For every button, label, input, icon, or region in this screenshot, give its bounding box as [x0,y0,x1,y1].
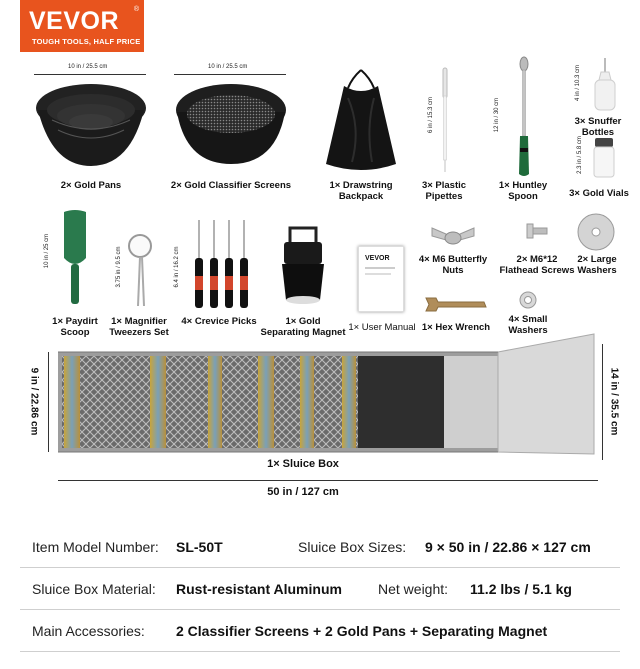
accessories-value: 2 Classifier Screens + 2 Gold Pans + Separating Magnet [176,623,548,639]
sluice-length-dim: 50 in / 127 cm [267,486,339,498]
spec-separator [20,651,620,652]
brand-tagline: TOUGH TOOLS, HALF PRICE [32,37,141,46]
vials-label: 3× Gold Vials [569,188,629,199]
sluice-height-dim: 14 in / 35.5 cm [608,367,620,436]
snuffer-label: 3× Snuffer Bottles [574,116,622,138]
crevice-picks-icon [190,218,252,310]
separating-magnet-icon [276,224,330,308]
spec-row-1 [0,528,640,568]
spoon-label: 1× Huntley Spoon [498,180,548,202]
scoop-label: 1× Paydirt Scoop [52,316,98,338]
accessories-key: Main Accessories: [32,623,145,639]
model-key: Item Model Number: [32,539,159,555]
backpack-label: 1× Drawstring Backpack [329,180,393,202]
magnet-label: 1× Gold Separating Magnet [260,316,346,338]
sluice-label: 1× Sluice Box [267,458,339,470]
small-washer-icon [518,290,538,310]
sizes-value: 9 × 50 in / 22.86 × 127 cm [425,539,591,555]
picks-dim: 6.4 in / 16.2 cm [174,246,180,288]
weight-value: 11.2 lbs / 5.1 kg [470,581,572,597]
snuffer-bottle-icon [592,58,618,112]
user-manual-icon [358,246,404,312]
butterfly-nut-icon [430,222,476,246]
brand-name: VEVOR [29,7,120,35]
model-value: SL-50T [176,539,223,555]
butterfly-label: 4× M6 Butterfly Nuts [418,254,488,276]
scoop-dim: 10 in / 25 cm [44,233,50,269]
pipette-icon [438,66,452,174]
spec-row-2 [0,570,640,610]
manual-label: 1× User Manual [348,322,416,333]
flathead-label: 2× M6*12 Flathead Screws [499,254,575,276]
gold-vial-icon [590,138,618,178]
spec-separator [20,567,620,568]
registered-mark: ® [133,6,139,13]
classifier-label: 2× Gold Classifier Screens [170,180,292,191]
hex-wrench-icon [424,294,488,314]
gold-pan-icon [34,80,148,168]
backpack-icon [322,68,400,174]
snuffer-dim: 4 in / 10.3 cm [575,64,581,102]
tweezers-label: 1× Magnifier Tweezers Set [109,316,169,338]
small-washers-label: 4× Small Washers [508,314,548,336]
spec-row-3 [0,612,640,652]
tweezers-dim: 3.75 in / 9.5 cm [116,246,122,288]
pipettes-label: 3× Plastic Pipettes [421,180,467,202]
huntley-spoon-icon [514,56,534,178]
sluice-height-line [602,344,603,460]
sluice-width-dim: 9 in / 22.86 cm [28,367,40,436]
flathead-screw-icon [524,218,548,248]
pipettes-dim: 6 in / 15.3 cm [428,96,434,134]
sluice-length-line [58,480,598,481]
large-washer-icon [576,212,616,252]
weight-key: Net weight: [378,581,449,597]
vevor-logo [20,0,144,52]
manual-cover-text: VEVOR [365,255,390,262]
paydirt-scoop-icon [60,208,90,306]
gold-pans-label: 2× Gold Pans [60,180,122,191]
gold-pans-dim-line [34,74,146,75]
material-value: Rust-resistant Aluminum [176,581,342,597]
spoon-dim: 12 in / 30 cm [494,97,500,133]
picks-label: 4× Crevice Picks [181,316,257,327]
hex-wrench-label: 1× Hex Wrench [421,322,491,333]
sluice-width-dim-wrap [20,356,46,452]
spec-separator [20,609,620,610]
classifier-dim-line [174,74,286,75]
material-key: Sluice Box Material: [32,581,156,597]
gold-pans-dim: 10 in / 25.5 cm [68,64,108,70]
sluice-box-icon [58,332,598,456]
vials-dim: 2.3 in / 5.8 cm [577,136,583,174]
classifier-dim: 10 in / 25.5 cm [208,64,248,70]
classifier-screen-icon [174,80,288,168]
sluice-width-line [48,352,49,452]
large-washers-label: 2× Large Washers [577,254,617,276]
magnifier-tweezers-icon [126,232,156,308]
sizes-key: Sluice Box Sizes: [298,539,407,555]
